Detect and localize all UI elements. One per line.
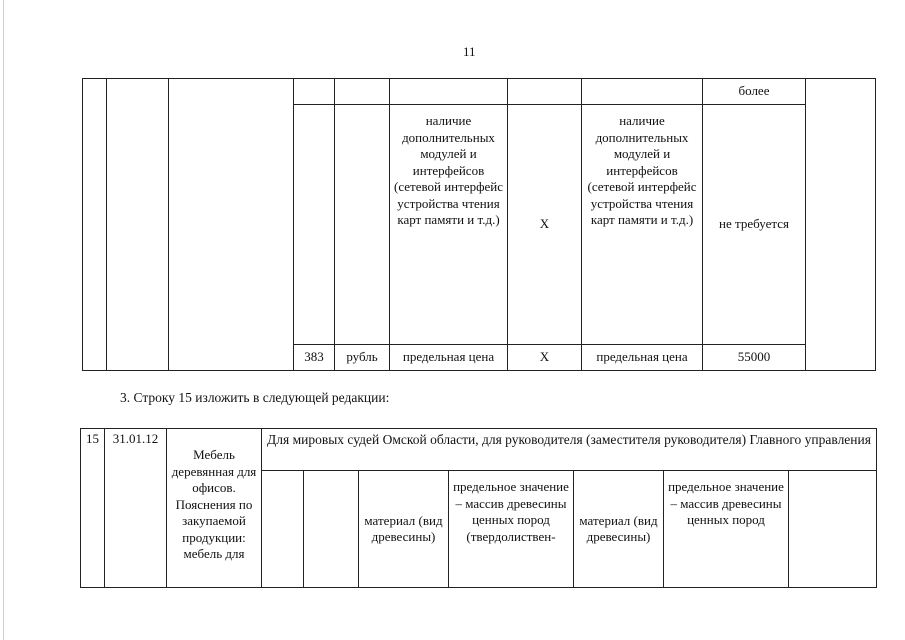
cell-last-value: 55000: [703, 345, 806, 371]
cell-characteristic-repeat: наличие дополнительных модулей и интерфейсов (сетевой интерфейс устройства чтения карт памяти и т.д.): [582, 105, 703, 345]
cell: [335, 79, 390, 105]
cell-row-number: [83, 79, 107, 371]
cell-characteristic-repeat: предельная цена: [582, 345, 703, 371]
cell-product-name: [169, 79, 294, 371]
cell-characteristic: предельная цена: [390, 345, 508, 371]
cell-product-name: Мебель деревянная для офисов. Пояснения по закупаемой продукции: мебель для: [167, 429, 262, 588]
cell-last-value: более: [703, 79, 806, 105]
cell-notes: [806, 79, 876, 371]
cell-characteristic: наличие дополнительных модулей и интерфейсов (сетевой интерфейс устройства чтения карт памяти и т.д.): [390, 105, 508, 345]
cell: [789, 471, 877, 588]
continued-table: [82, 78, 876, 371]
cell: [294, 79, 335, 105]
cell-group-header: Для мировых судей Омской области, для руководителя (заместителя руководителя) Главного управления: [262, 429, 877, 471]
table-row: [83, 79, 876, 105]
cell: [390, 79, 508, 105]
cell-limit-value: предельное значение – массив древесины ценных пород (твердолиствен-: [449, 471, 574, 588]
cell: [294, 105, 335, 345]
cell-material-repeat: материал (вид древесины): [574, 471, 664, 588]
cell: [304, 471, 359, 588]
cell-last-value: не требуется: [703, 105, 806, 345]
cell-limit-value-repeat: предельное значение – массив древесины ценных пород: [664, 471, 789, 588]
cell: [262, 471, 304, 588]
cell-material: материал (вид древесины): [359, 471, 449, 588]
cell-unit: рубль: [335, 345, 390, 371]
cell-value: X: [508, 345, 582, 371]
page-edge: [3, 0, 4, 640]
amendment-paragraph: 3. Строку 15 изложить в следующей редакции:: [120, 390, 390, 405]
table-row: [81, 429, 877, 471]
cell-code-number: 383: [294, 345, 335, 371]
cell-code: [107, 79, 169, 371]
cell: [508, 79, 582, 105]
cell-value: X: [508, 105, 582, 345]
cell-code: 31.01.12: [105, 429, 167, 588]
page-number: 11: [463, 44, 476, 59]
cell-row-number: 15: [81, 429, 105, 588]
cell: [582, 79, 703, 105]
cell: [335, 105, 390, 345]
new-table: [80, 428, 877, 588]
